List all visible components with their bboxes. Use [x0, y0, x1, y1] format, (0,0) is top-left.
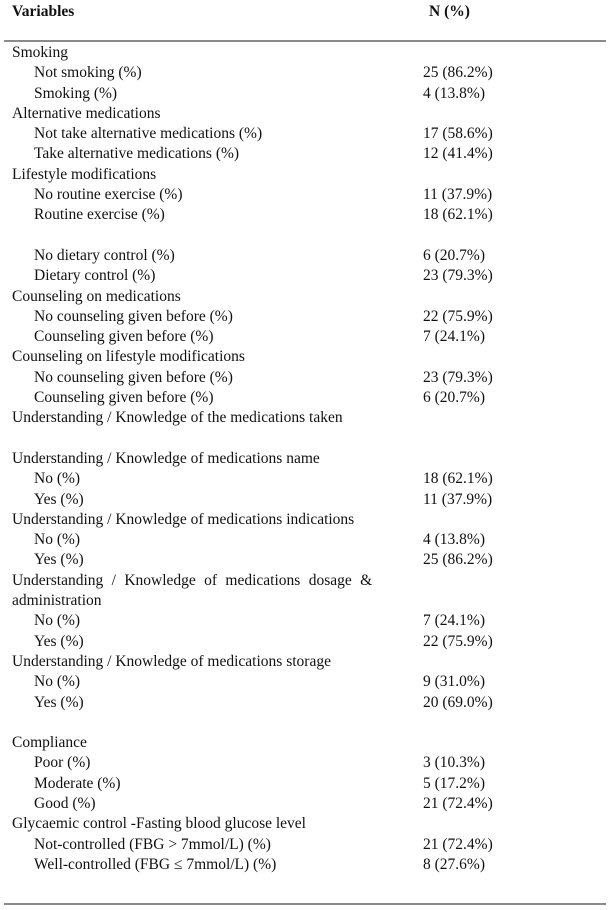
row-value: 6 (20.7%) [423, 389, 485, 407]
table-row [0, 530, 610, 550]
group-label: Understanding / Knowledge of the medications taken [12, 409, 343, 427]
group-label: Understanding / Knowledge of medications indications [12, 510, 355, 528]
table-row [0, 794, 610, 814]
table-group-row [0, 408, 610, 428]
table-group-row [0, 165, 610, 185]
row-value: 6 (20.7%) [423, 246, 485, 264]
row-value: 25 (86.2%) [423, 64, 493, 82]
table-row [0, 855, 610, 875]
table-group-row [0, 43, 610, 63]
table-row [0, 84, 610, 104]
table-spacer-row [0, 713, 610, 733]
table-group-row [0, 733, 610, 753]
group-label: Understanding / Knowledge of medications name [12, 449, 320, 467]
row-label: Smoking (%) [34, 84, 118, 102]
row-value: 11 (37.9%) [423, 186, 493, 204]
table-group-row [0, 652, 610, 672]
row-value: 21 (72.4%) [423, 835, 493, 853]
row-label: Yes (%) [34, 632, 84, 650]
row-label: Routine exercise (%) [34, 206, 165, 224]
group-label: Compliance [12, 734, 87, 752]
row-value: 23 (79.3%) [423, 368, 493, 386]
table-row [0, 205, 610, 225]
group-label: Understanding / Knowledge of medications storage [12, 652, 331, 670]
table-row [0, 774, 610, 794]
row-value: 11 (37.9%) [423, 490, 493, 508]
row-value: 20 (69.0%) [423, 693, 493, 711]
table-row [0, 124, 610, 144]
row-value: 9 (31.0%) [423, 673, 485, 691]
row-label: No routine exercise (%) [34, 186, 183, 204]
row-label: Not smoking (%) [34, 64, 142, 82]
row-label: No dietary control (%) [34, 246, 175, 264]
row-label: Well-controlled (FBG ≤ 7mmol/L) (%) [34, 855, 277, 873]
row-value: 3 (10.3%) [423, 754, 485, 772]
table-bottom-rule [4, 903, 606, 905]
row-label: Good (%) [34, 794, 96, 812]
group-label: Alternative medications [12, 104, 161, 122]
table-spacer-row [0, 429, 610, 449]
table-row [0, 185, 610, 205]
row-label: No (%) [34, 470, 81, 488]
table-header-variables: Variables [12, 3, 75, 20]
table-row [0, 632, 610, 652]
table-row [0, 490, 610, 510]
row-value: 8 (27.6%) [423, 855, 485, 873]
row-value: 22 (75.9%) [423, 632, 493, 650]
table-row [0, 469, 610, 489]
row-value: 5 (17.2%) [423, 774, 485, 792]
table-group-row [0, 104, 610, 124]
table-group-row [0, 347, 610, 367]
table-group-row [0, 510, 610, 530]
table-row [0, 835, 610, 855]
table-header-n-percent: N (%) [429, 3, 470, 20]
table-row [0, 327, 610, 347]
row-label: Poor (%) [34, 754, 91, 772]
row-label: Yes (%) [34, 551, 84, 569]
table-row [0, 672, 610, 692]
table-row [0, 550, 610, 570]
row-label: No (%) [34, 673, 81, 691]
row-value: 22 (75.9%) [423, 307, 493, 325]
table-group-row [0, 571, 610, 591]
group-label: Counseling on lifestyle modifications [12, 348, 245, 366]
row-label: No (%) [34, 612, 81, 630]
row-label: No counseling given before (%) [34, 307, 233, 325]
table-row [0, 368, 610, 388]
group-label: Glycaemic control -Fasting blood glucose level [12, 815, 306, 833]
group-label: administration [12, 592, 102, 610]
table-row [0, 753, 610, 773]
row-value: 4 (13.8%) [423, 84, 485, 102]
group-label: Understanding / Knowledge of medications dosage & [12, 571, 373, 589]
table-group-row [0, 591, 610, 611]
row-label: Moderate (%) [34, 774, 121, 792]
table-row [0, 63, 610, 83]
table-top-rule [4, 40, 606, 42]
table-group-row [0, 287, 610, 307]
table-row [0, 266, 610, 286]
table-row [0, 693, 610, 713]
row-label: Yes (%) [34, 693, 84, 711]
table-row [0, 246, 610, 266]
row-label: Not take alternative medications (%) [34, 125, 263, 143]
row-label: Dietary control (%) [34, 267, 156, 285]
row-value: 23 (79.3%) [423, 267, 493, 285]
row-label: Take alternative medications (%) [34, 145, 240, 163]
row-label: No counseling given before (%) [34, 368, 233, 386]
table-row [0, 388, 610, 408]
row-value: 17 (58.6%) [423, 125, 493, 143]
table-group-row [0, 814, 610, 834]
row-label: No (%) [34, 531, 81, 549]
row-label: Not-controlled (FBG > 7mmol/L) (%) [34, 835, 271, 853]
row-value: 18 (62.1%) [423, 470, 493, 488]
row-value: 12 (41.4%) [423, 145, 493, 163]
table-spacer-row [0, 226, 610, 246]
row-value: 4 (13.8%) [423, 531, 485, 549]
table-body [0, 43, 610, 875]
row-value: 7 (24.1%) [423, 612, 485, 630]
row-value: 21 (72.4%) [423, 794, 493, 812]
table-group-row [0, 449, 610, 469]
row-value: 18 (62.1%) [423, 206, 493, 224]
row-value: 7 (24.1%) [423, 328, 485, 346]
table-row [0, 144, 610, 164]
row-value: 25 (86.2%) [423, 551, 493, 569]
group-label: Smoking [12, 44, 68, 61]
group-label: Lifestyle modifications [12, 165, 157, 183]
row-label: Counseling given before (%) [34, 328, 214, 346]
table-row [0, 307, 610, 327]
table-row [0, 611, 610, 631]
row-label: Counseling given before (%) [34, 389, 214, 407]
row-label: Yes (%) [34, 490, 84, 508]
group-label: Counseling on medications [12, 287, 181, 305]
